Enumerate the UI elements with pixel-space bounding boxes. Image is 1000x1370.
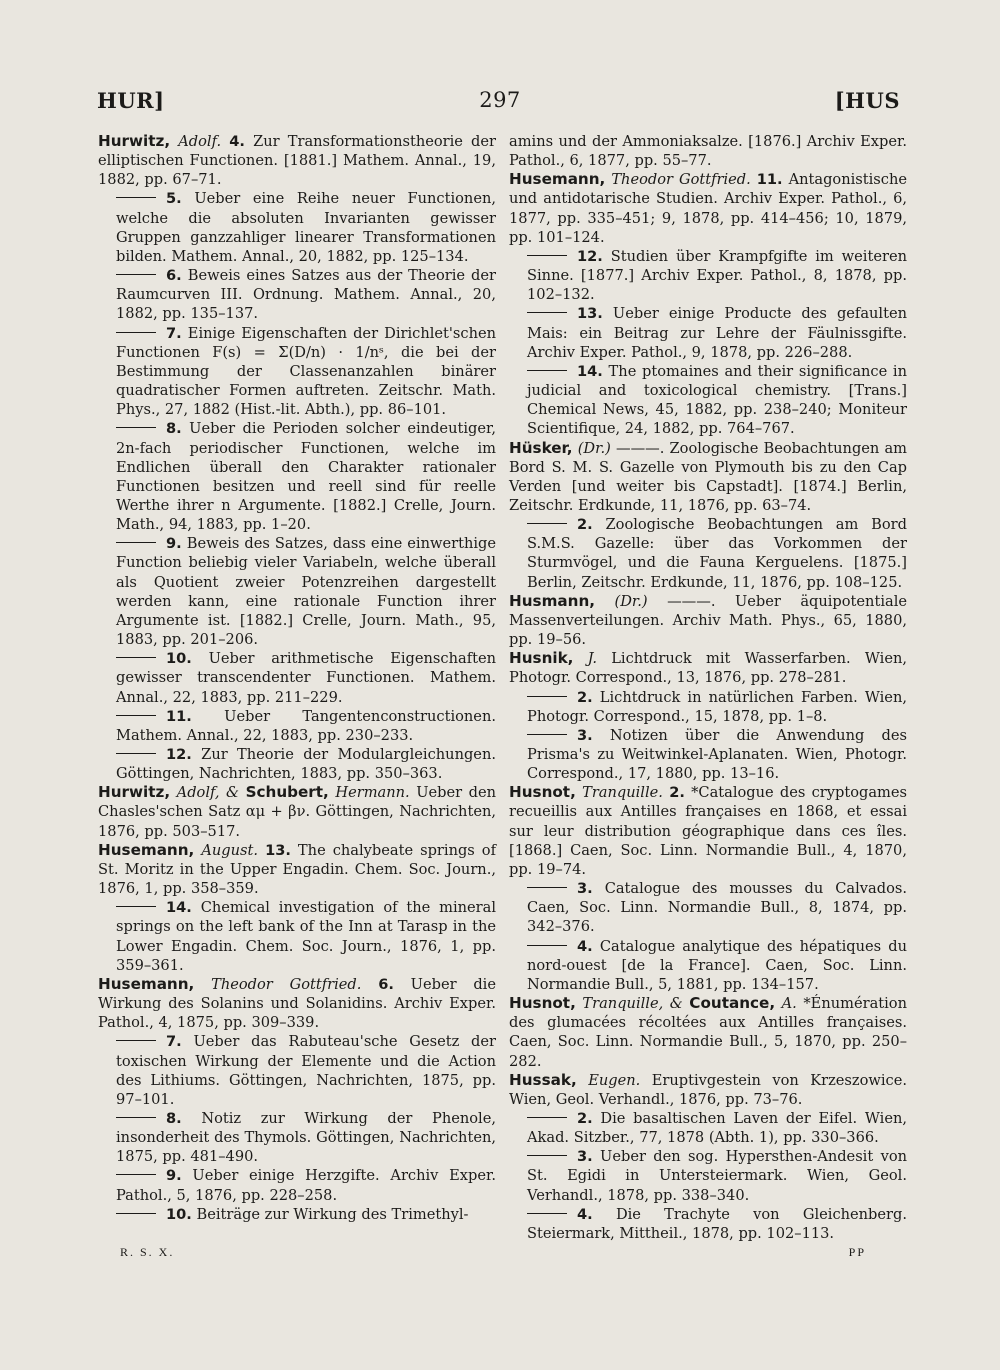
entry-number: 12.	[577, 247, 603, 265]
bibliography-entry	[509, 439, 907, 516]
signature-mark: R. S. X.	[120, 1245, 175, 1259]
entry-text: Ueber eine Reihe neuer Functionen, welche die absoluten Invarianten gewisser Gruppen ganzzahliger linearer Transformationen bilden. Mathem. Annal., 20, 1882, pp. 125–134.	[116, 190, 496, 265]
bibliography-entry	[509, 592, 907, 649]
right-column	[509, 132, 908, 1243]
ditto-rule	[116, 1213, 156, 1214]
bibliography-entry	[509, 994, 907, 1071]
bibliography-entry	[116, 898, 496, 975]
ditto-rule	[116, 1117, 156, 1118]
coauthor-forename: Hermann.	[335, 784, 410, 802]
author-forename: (Dr.)	[614, 592, 648, 610]
ditto-rule	[116, 274, 156, 275]
author-name: Husemann,	[509, 170, 606, 189]
ditto-rule	[527, 887, 567, 888]
ditto-rule	[116, 1040, 156, 1041]
entry-number: 2.	[669, 784, 685, 802]
bibliography-entry	[527, 304, 907, 361]
author-forename: Theodor Gottfried.	[611, 171, 751, 189]
entry-number: 2.	[577, 688, 593, 706]
coauthor-name: Schubert,	[245, 783, 329, 802]
ditto-rule	[116, 715, 156, 716]
entry-text: Die basaltischen Laven der Eifel. Wien, Akad. Sitzber., 77, 1878 (Abth. 1), pp. 330–366.	[527, 1109, 907, 1147]
bibliography-entry	[509, 783, 907, 879]
author-forename: Eugen.	[588, 1071, 641, 1089]
ditto-rule	[527, 1155, 567, 1156]
entry-text: Studien über Krampfgifte im weiteren Sinne. [1877.] Archiv Exper. Pathol., 8, 1878, pp. 102–132.	[527, 247, 907, 304]
bibliography-entry	[116, 419, 496, 534]
author-forename: Tranquille.	[582, 784, 663, 802]
entry-number: 7.	[166, 324, 182, 342]
entry-number: 5.	[166, 190, 182, 208]
entry-number: 3.	[577, 726, 593, 744]
bibliography-entry	[116, 266, 496, 323]
bibliography-entry	[527, 362, 907, 439]
ditto-rule	[527, 370, 567, 371]
author-forename: Adolf.	[178, 133, 222, 150]
entry-text: Zur Theorie der Modulargleichungen. Göttingen, Nachrichten, 1883, pp. 350–363.	[116, 746, 496, 783]
ditto-rule	[527, 1117, 567, 1118]
bibliography-entry	[509, 1071, 907, 1109]
author-name: Husemann,	[98, 840, 195, 859]
bibliography-entry	[116, 189, 496, 266]
bibliography-entry	[527, 937, 907, 994]
entry-text: Catalogue des mousses du Calvados. Caen, Soc. Linn. Normandie Bull., 8, 1874, pp. 342–376.	[527, 880, 907, 936]
entry-text: Ueber das Rabuteau'sche Gesetz der toxischen Wirkung der Elemente und die Action des Lithiums. Göttingen, Nachrichten, 1875, pp. 97–101.	[116, 1033, 496, 1108]
entry-number: 10.	[166, 650, 192, 668]
ditto-rule	[116, 332, 156, 333]
entry-number: 3.	[577, 1148, 593, 1166]
ditto-rule	[527, 312, 567, 313]
entry-text: Ueber den Chasles'schen Satz αμ + βν. Göttingen, Nachrichten, 1876, pp. 503–517.	[98, 784, 497, 840]
entry-text: ———. Ueber äquipotentiale Massenverteilungen. Archiv Math. Phys., 65, 1880, pp. 19–56.	[509, 592, 907, 649]
ditto-rule	[116, 197, 156, 198]
entry-text: Einige Eigenschaften der Dirichlet'schen Functionen F(s) = Σ(D/n) · 1/nˢ, die bei der Bestimmung der Classenanzahlen binärer quadratischer Formen auftreten. Zeitschr. Math. Phys., 27, 1882 (Hist.-lit. Abth.), pp. 86–101.	[116, 324, 496, 419]
bibliography-entry	[527, 1147, 907, 1204]
entry-text: Ueber den sog. Hypersthen-Andesit von St. Egidi in Untersteiermark. Wien, Geol. Verhandl., 1878, pp. 338–340.	[527, 1148, 907, 1204]
author-forename: Theodor Gottfried.	[211, 975, 362, 993]
coauthor-name: Coutance,	[689, 994, 776, 1013]
entry-number: 11.	[166, 707, 192, 725]
entry-text: The chalybeate springs of St. Moritz in the Upper Engadin. Chem. Soc. Journ., 1876, 1, pp. 358–359.	[98, 841, 496, 898]
entry-number: 4.	[577, 937, 593, 955]
bibliography-entry	[116, 1109, 496, 1166]
entry-text: ———. Zoologische Beobachtungen am Bord S. M. S. Gazelle von Plymouth bis zu den Cap Verden [und weiter bis Capstadt]. [1874.] Berlin, Zeitschr. Erdkunde, 11, 1876, pp. 63–74.	[509, 439, 907, 514]
entry-text: Ueber arithmetische Eigenschaften gewisser transcendenter Functionen. Mathem. Annal., 22, 1883, pp. 211–229.	[116, 650, 496, 706]
entry-text: Ueber die Wirkung des Solanins und Solanidins. Archiv Exper. Pathol., 4, 1875, pp. 309–339.	[98, 975, 496, 1032]
entry-number: 8.	[166, 1109, 182, 1127]
entry-number: 12.	[166, 746, 192, 763]
ditto-rule	[527, 523, 567, 524]
author-name: Husemann,	[98, 974, 195, 993]
entry-text: Zur Transformationstheorie der elliptischen Functionen. [1881.] Mathem. Annal., 19, 1882, pp. 67–71.	[98, 133, 497, 189]
bibliography-entry	[527, 879, 907, 936]
author-forename: Tranquille, &	[582, 995, 690, 1013]
author-name: Hüsker,	[509, 438, 573, 457]
entry-text: *Catalogue des cryptogames recueillis aux Antilles françaises en 1868, et essai sur leur distribution géographique dans ces îles. [1868.] Caen, Soc. Linn. Normandie Bull., 4, 1870, pp. 19–74.	[509, 784, 908, 878]
entry-text: Beweis des Satzes, dass eine einwerthige Function beliebig vieler Variabeln, welche überall als Quotient zweier Potenzreihen dargestellt werden kann, eine rationale Function ihrer Argumente ist. [1882.] Crelle, Journ. Math., 95, 1883, pp. 201–206.	[116, 535, 496, 649]
running-head-left: HUR]	[97, 88, 165, 113]
bibliography-entry	[98, 841, 496, 898]
entry-number: 6.	[378, 975, 394, 993]
bibliography-entry	[509, 132, 907, 170]
ditto-rule	[527, 1213, 567, 1214]
bibliography-entry	[116, 1205, 496, 1224]
bibliography-entry	[527, 726, 907, 783]
author-name: Hurwitz,	[98, 132, 171, 150]
entry-number: 7.	[166, 1033, 182, 1051]
entry-number: 6.	[166, 267, 182, 285]
entry-text: Antagonistische und antidotarische Studien. Archiv Exper. Pathol., 6, 1877, pp. 335–451; 9, 1878, pp. 414–456; 10, 1879, pp. 101–124.	[509, 171, 907, 246]
entry-number: 11.	[756, 171, 783, 189]
author-forename: Adolf, &	[176, 784, 246, 802]
ditto-rule	[116, 906, 156, 907]
author-name: Husnik,	[509, 649, 574, 668]
entry-text: *Énumération des glumacées récoltées aux Antilles françaises. Caen, Soc. Linn. Normandie Bull., 5, 1870, pp. 250–282.	[509, 995, 907, 1070]
ditto-rule	[116, 542, 156, 543]
entry-text: Notizen über die Anwendung des Prisma's zu Weitwinkel-Aplanaten. Wien, Photogr. Correspond., 17, 1880, pp. 13–16.	[527, 726, 907, 783]
page-number: 297	[479, 88, 521, 112]
entry-number: 4.	[229, 133, 245, 150]
author-name: Husnot,	[509, 783, 576, 802]
bibliography-entry	[527, 688, 907, 726]
author-name: Husnot,	[509, 994, 576, 1013]
ditto-rule	[116, 427, 156, 428]
entry-text: Lichtdruck in natürlichen Farben. Wien, Photogr. Correspond., 15, 1878, pp. 1–8.	[527, 688, 907, 725]
bibliography-entry	[98, 783, 496, 840]
ditto-rule	[116, 1174, 156, 1175]
entry-text: Zoologische Beobachtungen am Bord S.M.S. Gazelle: über das Vorkommen der Sturmvögel, und die Fauna Kerguelens. [1875.] Berlin, Zeitschr. Erdkunde, 11, 1876, pp. 108–125.	[527, 516, 907, 591]
entry-text: amins und der Ammoniaksalze. [1876.] Archiv Exper. Pathol., 6, 1877, pp. 55–77.	[509, 133, 907, 170]
bibliography-entry	[116, 324, 496, 420]
running-head-right: [HUS	[834, 88, 900, 113]
entry-text: Ueber einige Producte des gefaulten Mais: ein Beitrag zur Lehre der Fäulnissgifte. Archiv Exper. Pathol., 9, 1878, pp. 226–288.	[527, 305, 907, 361]
entry-number: 10.	[166, 1205, 192, 1223]
author-forename: August.	[201, 841, 259, 859]
entry-text: Eruptivgestein von Krzeszowice. Wien, Geol. Verhandl., 1876, pp. 73–76.	[509, 1071, 907, 1108]
gathering-mark: PP	[848, 1245, 866, 1259]
entry-text: Ueber die Perioden solcher eindeutiger, 2n-fach periodischer Functionen, welche im Endlichen überall den Charakter rationaler Functionen besitzen und reell sind für reelle Werthe ihrer n Argumente. [1882.] Crelle, Journ. Math., 94, 1883, pp. 1–20.	[116, 420, 496, 534]
entry-text: Lichtdruck mit Wasserfarben. Wien, Photogr. Correspond., 13, 1876, pp. 278–281.	[509, 650, 907, 687]
bibliography-entry	[116, 707, 496, 745]
author-forename: (Dr.)	[577, 439, 611, 457]
ditto-rule	[527, 696, 567, 697]
bibliography-entry	[527, 515, 907, 592]
entry-text: Ueber einige Herzgifte. Archiv Exper. Pathol., 5, 1876, pp. 228–258.	[116, 1167, 496, 1204]
left-column	[98, 132, 497, 1224]
ditto-rule	[527, 255, 567, 256]
author-name: Hurwitz,	[98, 783, 171, 802]
bibliography-entry	[527, 247, 907, 304]
ditto-rule	[527, 945, 567, 946]
entry-text: Beweis eines Satzes aus der Theorie der Raumcurven III. Ordnung. Mathem. Annal., 20, 1882, pp. 135–137.	[116, 267, 496, 323]
entry-number: 9.	[166, 1167, 182, 1185]
entry-text: Catalogue analytique des hépatiques du nord-ouest [de la France]. Caen, Soc. Linn. Normandie Bull., 5, 1881, pp. 134–157.	[527, 937, 907, 993]
entry-number: 2.	[577, 1109, 593, 1127]
entry-number: 8.	[166, 420, 182, 438]
entry-text: Chemical investigation of the mineral springs on the left bank of the Inn at Tarasp in the Lower Engadin. Chem. Soc. Journ., 1876, 1, pp. 359–361.	[116, 899, 496, 974]
entry-text: Notiz zur Wirkung der Phenole, insonderheit des Thymols. Göttingen, Nachrichten, 1875, pp. 481–490.	[116, 1109, 496, 1166]
entry-text: The ptomaines and their significance in judicial and toxicological chemistry. [Trans.] Chemical News, 45, 1882, pp. 238–240; Moniteur Scientifique, 24, 1882, pp. 764–767.	[527, 362, 907, 438]
entry-text: Beiträge zur Wirkung des Trimethyl-	[191, 1205, 469, 1223]
ditto-rule	[116, 657, 156, 658]
entry-number: 9.	[166, 535, 182, 553]
entry-number: 14.	[166, 899, 192, 917]
entry-number: 4.	[577, 1205, 593, 1223]
bibliography-entry	[116, 649, 496, 706]
ditto-rule	[527, 734, 567, 735]
bibliography-entry	[116, 745, 496, 783]
entry-number: 3.	[577, 880, 593, 898]
entry-number: 13.	[265, 841, 291, 859]
ditto-rule	[116, 753, 156, 754]
author-forename: J.	[587, 650, 598, 668]
entry-text: Die Trachyte von Gleichenberg. Steiermark, Mittheil., 1878, pp. 102–113.	[527, 1205, 907, 1242]
bibliography-entry	[509, 649, 907, 687]
bibliography-entry	[98, 975, 496, 1032]
bibliography-entry	[98, 132, 496, 189]
bibliography-entry	[116, 1032, 496, 1109]
author-name: Husmann,	[509, 591, 596, 610]
bibliography-entry	[116, 534, 496, 649]
entry-text: Ueber Tangentenconstructionen. Mathem. Annal., 22, 1883, pp. 230–233.	[116, 707, 496, 744]
entry-number: 13.	[577, 305, 603, 323]
author-name: Hussak,	[509, 1070, 577, 1089]
coauthor-forename: A.	[781, 995, 797, 1013]
bibliography-entry	[527, 1109, 907, 1147]
entry-number: 2.	[577, 516, 593, 534]
bibliography-entry	[527, 1205, 907, 1243]
bibliography-entry	[116, 1166, 496, 1204]
entry-number: 14.	[577, 362, 603, 380]
bibliography-entry	[509, 170, 907, 247]
